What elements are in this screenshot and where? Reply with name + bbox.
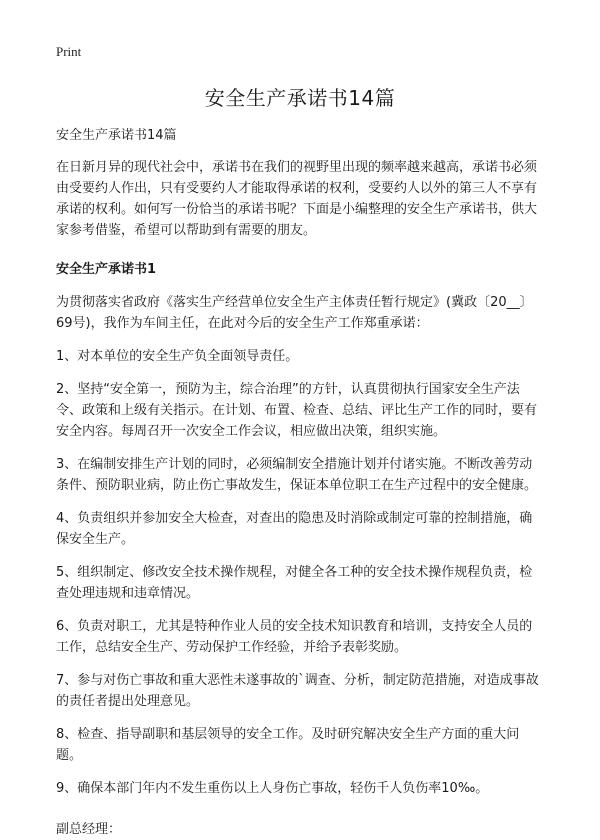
- commitment-item: 1、对本单位的安全生产负全面领导责任。: [56, 349, 299, 364]
- commitment-item: 7、参与对伤亡事故和重大恶性未遂事故的`调查、分析，制定防范措施，对造成事故的责任者提出处理意见。: [56, 673, 539, 709]
- commitment-item: 9、确保本部门年内不发生重伤以上人身伤亡事故，轻伤千人负伤率10‰。: [56, 781, 489, 796]
- commitment-item: 6、负责对职工，尤其是特种作业人员的安全技术知识教育和培训，支持安全人员的工作，总结安全生产、劳动保护工作经验，并给予表彰奖励。: [56, 619, 533, 655]
- section-intro-paragraph: 为贯彻落实省政府《落实生产经营单位安全生产主体责任暂行规定》(冀政〔20__〕69号)，我作为车间主任，在此对今后的安全生产工作郑重承诺：: [56, 295, 533, 331]
- document-title: 安全生产承诺书14篇: [204, 86, 396, 110]
- signer-label: 副总经理：: [56, 822, 122, 837]
- commitment-item: 5、组织制定、修改安全技术操作规程，对健全各工种的安全技术操作规程负责，检查处理违规和违章情况。: [56, 565, 533, 601]
- commitment-item: 4、负责组织并参加安全大检查，对查出的隐患及时消除或制定可靠的控制措施，确保安全生产。: [56, 511, 533, 547]
- commitment-item: 2、坚持“安全第一，预防为主，综合治理”的方针，认真贯彻执行国家安全生产法令、政策和上级有关指示。在计划、布置、检查、总结、评比生产工作的同时，要有安全内容。每周召开一次安全工作会议，相应做出决策，组织实施。: [56, 382, 538, 439]
- commitment-item: 8、检查、指导副职和基层领导的安全工作。及时研究解决安全生产方面的重大问题。: [56, 727, 520, 763]
- commitment-item: 3、在编制安排生产计划的同时，必须编制安全措施计划并付诸实施。不断改善劳动条件、预防职业病，防止伤亡事故发生，保证本单位职工在生产过程中的安全健康。: [56, 457, 538, 493]
- intro-paragraph: 在日新月异的现代社会中，承诺书在我们的视野里出现的频率越来越高，承诺书必须由受要约人作出，只有受要约人才能取得承诺的权利，受要约人以外的第三人不享有承诺的权利。如何写一份恰当的承诺书呢？下面是小编整理的安全生产承诺书，供大家参考借鉴，希望可以帮助到有需要的朋友。: [56, 160, 538, 238]
- document-subtitle: 安全生产承诺书14篇: [56, 128, 177, 143]
- print-link[interactable]: Print: [56, 44, 82, 59]
- section-heading: 安全生产承诺书1: [56, 262, 157, 277]
